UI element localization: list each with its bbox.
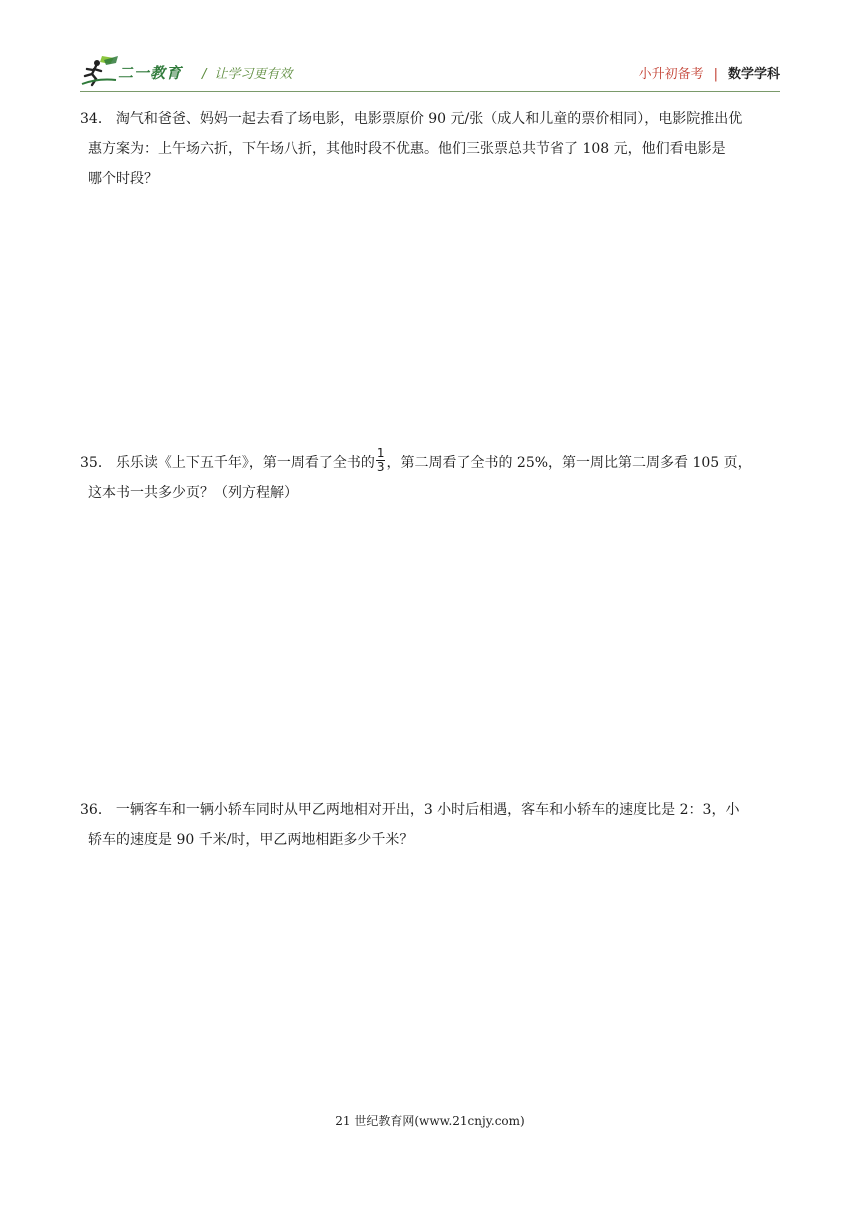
question-line (80, 104, 780, 134)
question-34 (80, 104, 780, 194)
question-text: 淘气和爸爸、妈妈一起去看了场电影，电影票原价 90 元/张（成人和儿童的票价相同），电影院推出优 (115, 111, 743, 127)
question-text: ，第二周看了全书的 25%，第一周比第二周多看 105 页， (386, 455, 752, 471)
runner-logo-icon (80, 54, 120, 88)
question-number: 34． (80, 111, 112, 127)
fraction-denominator: 3 (376, 459, 385, 474)
page-header (80, 54, 780, 90)
question-number: 36． (80, 802, 112, 818)
header-separator: | (713, 67, 718, 82)
question-number: 35． (80, 455, 112, 471)
fraction-numerator: 1 (376, 445, 385, 460)
question-line: 这本书一共多少页？（列方程解） (88, 485, 298, 501)
header-divider (80, 91, 780, 92)
slogan-slash: / (202, 67, 207, 82)
header-right (639, 63, 780, 82)
page-footer: 21 世纪教育网(www.21cnjy.com) (335, 1114, 525, 1128)
logo-text: 二一教育 (118, 64, 183, 82)
slogan-text: 让学习更有效 (214, 67, 293, 82)
question-35 (80, 445, 780, 508)
question-line: 惠方案为：上午场六折，下午场八折，其他时段不优惠。他们三张票总共节省了 108 元，他们看电影是 (88, 141, 726, 157)
question-line: 轿车的速度是 90 千米/时，甲乙两地相距多少千米？ (88, 832, 414, 848)
question-text: 乐乐读《上下五千年》，第一周看了全书的 (115, 455, 375, 471)
question-text: 一辆客车和一辆小轿车同时从甲乙两地相对开出，3 小时后相遇，客车和小轿车的速度比是 2：3，小 (115, 802, 740, 818)
logo (80, 54, 190, 88)
exam-type: 小升初备考 (638, 67, 704, 82)
question-line (80, 445, 780, 478)
slogan (202, 63, 292, 82)
question-36 (80, 795, 780, 855)
fraction (376, 447, 386, 474)
question-line: 哪个时段？ (88, 171, 158, 187)
subject: 数学学科 (727, 67, 780, 82)
question-line (80, 795, 780, 825)
